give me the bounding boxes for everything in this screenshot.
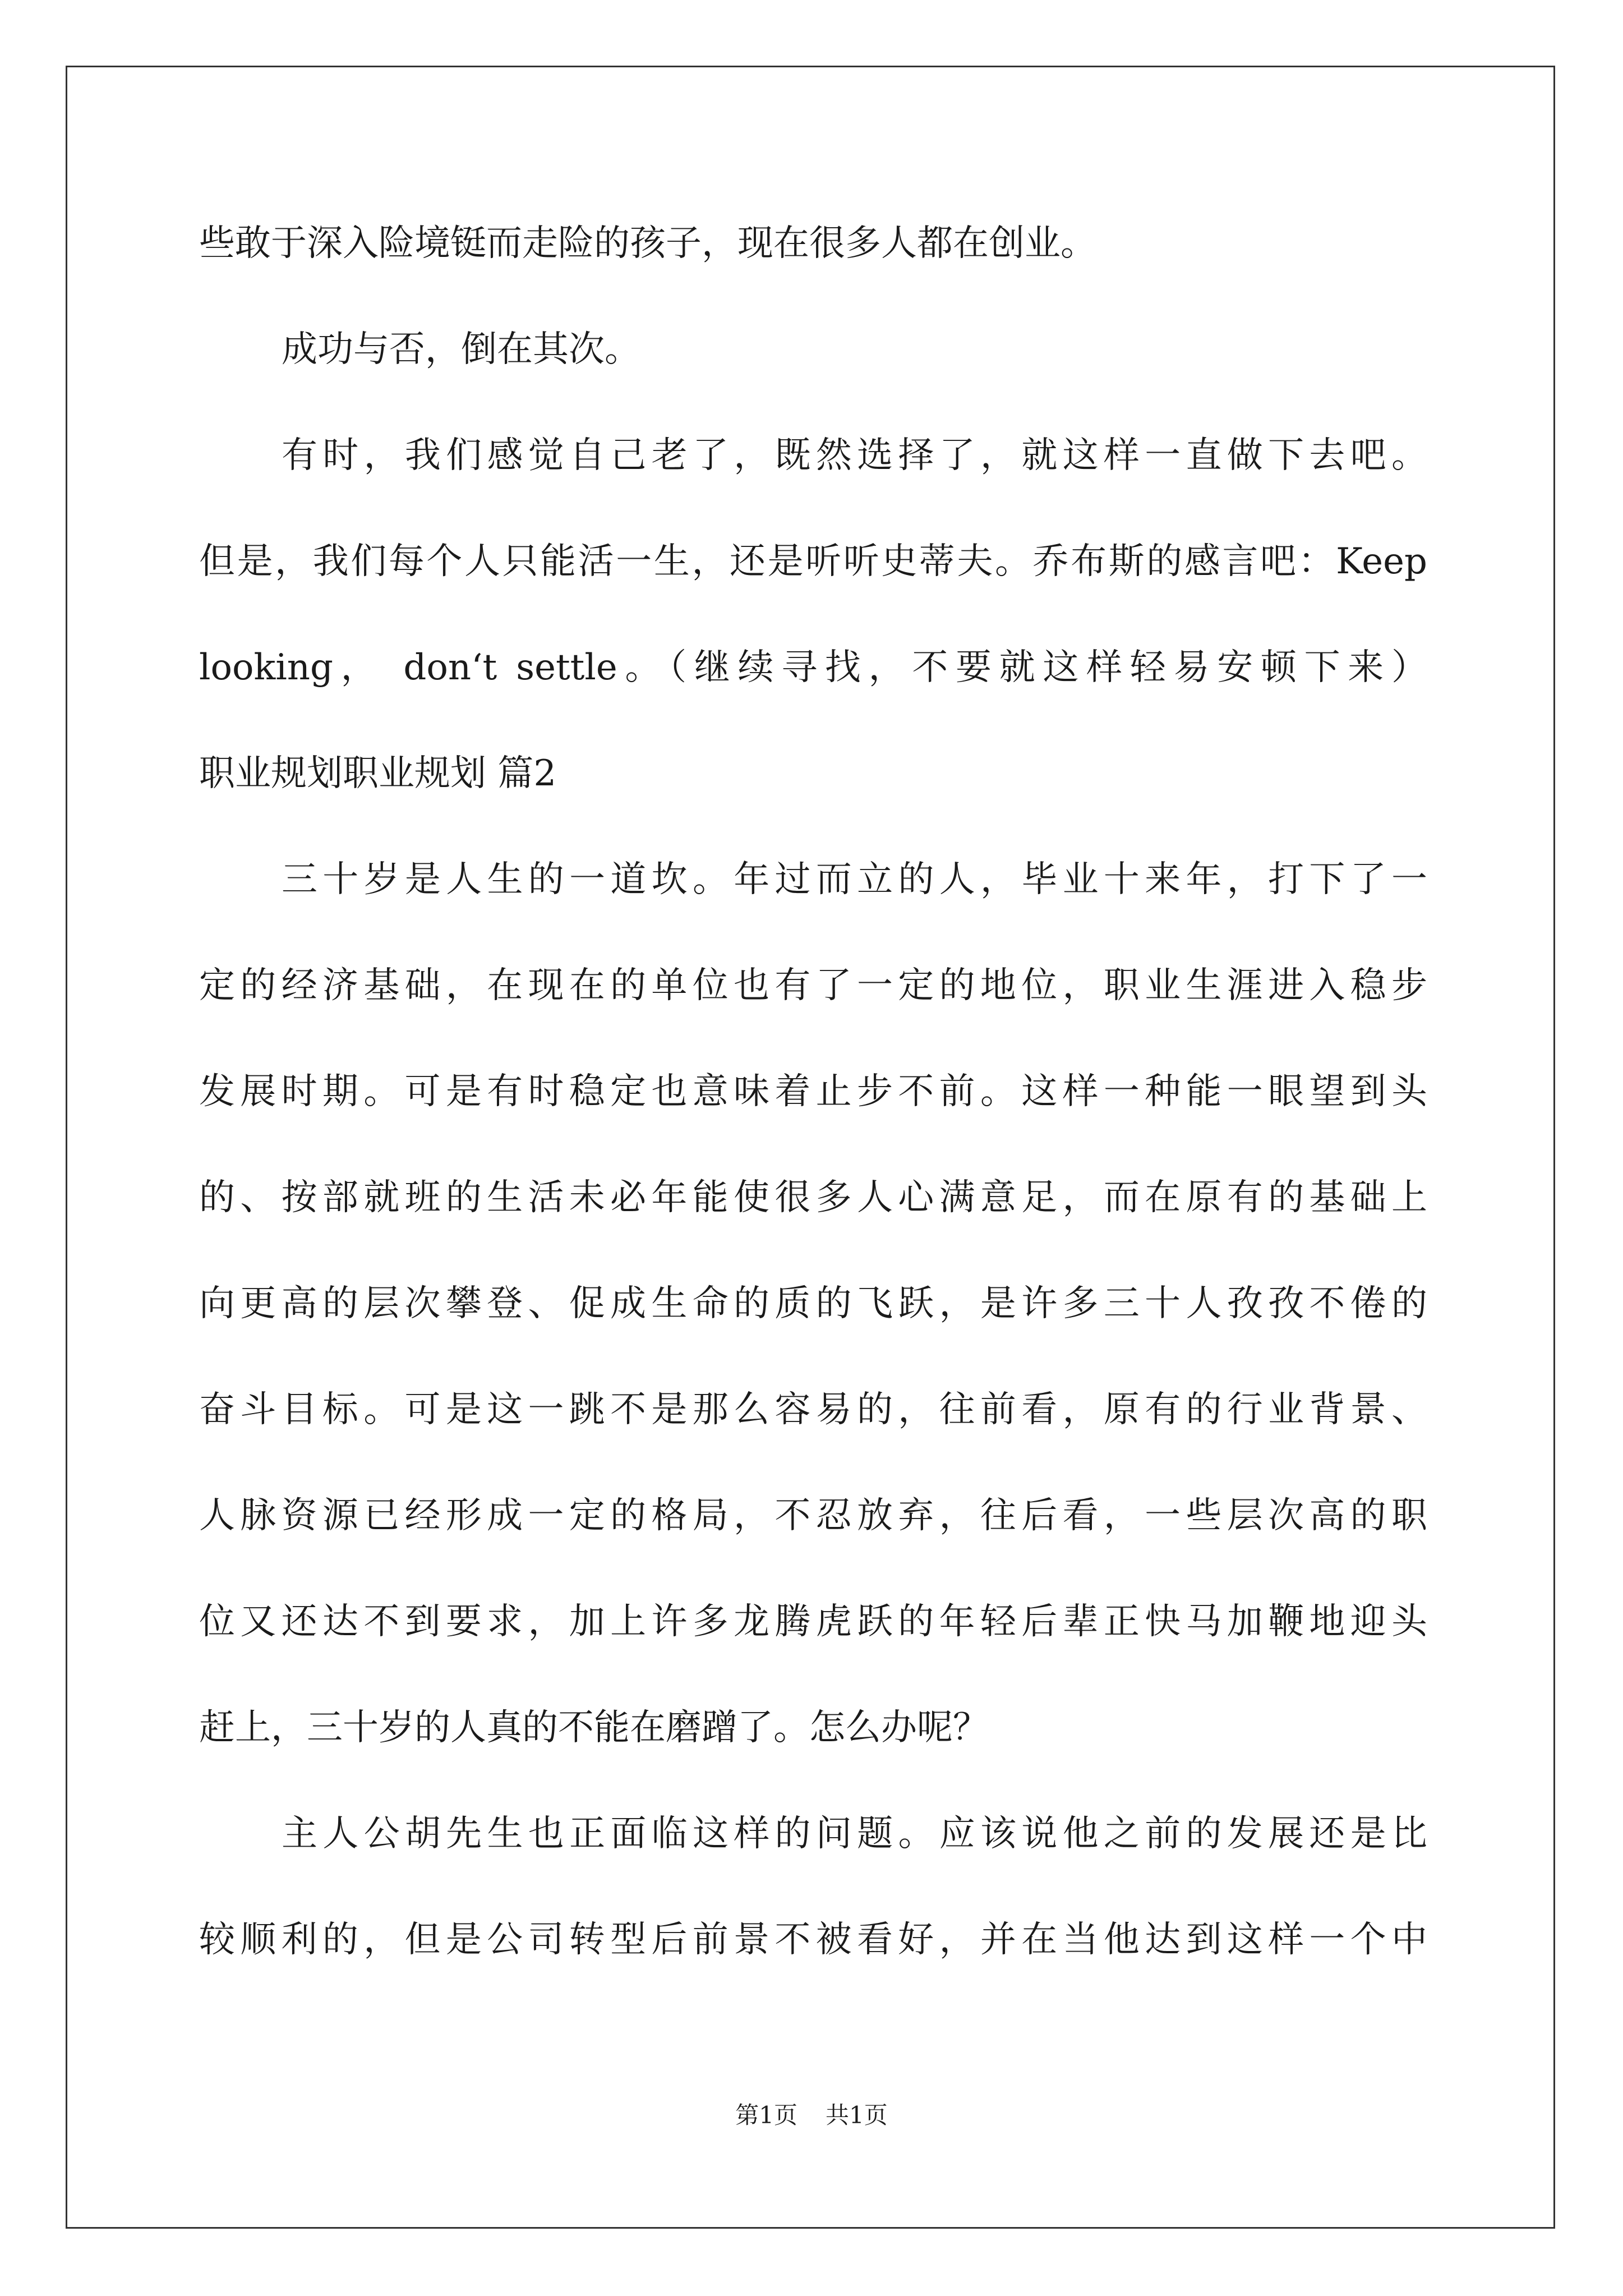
section-heading: 职业规划职业规划 篇2: [199, 753, 557, 794]
text-line-14: 位又还达不到要求，加上许多龙腾虎跃的年轻后辈正快马加鞭地迎头: [199, 1601, 1427, 1642]
text-line-15: 赶上，三十岁的人真的不能在磨蹭了。怎么办呢？: [199, 1707, 989, 1749]
text-line-4: 但是，我们每个人只能活一生，还是听听史蒂夫。乔布斯的感言吧：Keep: [199, 541, 1427, 582]
text-line-5: looking， don‘t settle。（继续寻找，不要就这样轻易安顿下来）: [199, 647, 1427, 688]
text-line-10: 的、按部就班的生活未必年能使很多人心满意足，而在原有的基础上: [199, 1177, 1427, 1218]
text-line-13: 人脉资源已经形成一定的格局，不忍放弃，往后看，一些层次高的职: [199, 1495, 1427, 1536]
page-total: 共1页: [826, 2101, 888, 2129]
text-line-9: 发展时期。可是有时稳定也意味着止步不前。这样一种能一眼望到头: [199, 1071, 1427, 1112]
text-line-11: 向更高的层次攀登、促成生命的质的飞跃，是许多三十人孜孜不倦的: [199, 1283, 1427, 1324]
page-number: 第1页: [735, 2101, 797, 2129]
document-body: [199, 191, 1427, 1993]
text-line-2: 成功与否，倒在其次。: [282, 329, 640, 370]
text-line-8: 定的经济基础，在现在的单位也有了一定的地位，职业生涯进入稳步: [199, 965, 1427, 1006]
text-line-16: 主人公胡先生也正面临这样的问题。应该说他之前的发展还是比: [282, 1813, 1427, 1855]
text-line-7: 三十岁是人生的一道坎。年过而立的人，毕业十来年，打下了一: [282, 859, 1427, 900]
text-line-3: 有时，我们感觉自己老了，既然选择了，就这样一直做下去吧。: [282, 435, 1427, 476]
text-line-12: 奋斗目标。可是这一跳不是那么容易的，往前看，原有的行业背景、: [199, 1389, 1427, 1430]
page-footer: [0, 2097, 1623, 2131]
text-line-1: 些敢于深入险境铤而走险的孩子，现在很多人都在创业。: [199, 223, 1096, 264]
text-line-17: 较顺利的，但是公司转型后前景不被看好，并在当他达到这样一个中: [199, 1919, 1427, 1961]
